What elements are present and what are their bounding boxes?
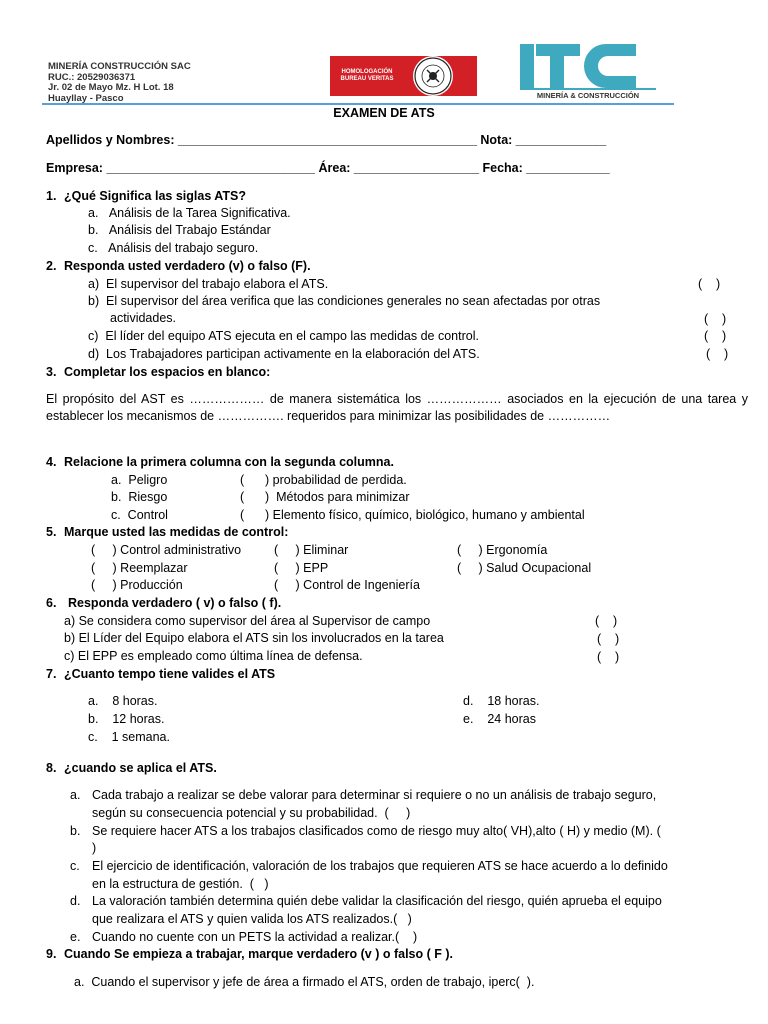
q8-item-a-cont[interactable]: según su consecuencia potencial y su probabilidad. ( ) [92,806,411,820]
q6-item-a: a) Se considera como supervisor del área al Supervisor de campo [64,614,431,628]
q8-item-b: Se requiere hacer ATS a los trabajos clasificados como de riesgo muy alto( VH),alto ( H) y medio (M). ( [92,824,661,838]
q4-right-1[interactable]: ( ) probabilidad de perdida. [240,473,407,487]
company-name: MINERÍA CONSTRUCCIÓN SAC [48,61,191,72]
q5-option-control-administrativo[interactable]: ( ) Control administrativo [91,543,242,557]
q6-item-c: c) El EPP es empleado como última línea de defensa. [64,649,363,663]
q8-number: 8. [46,761,57,775]
itc-logo [518,40,658,104]
q1-number: 1. [46,189,57,203]
header-rule [42,103,674,105]
q2-answer-d[interactable]: ( ) [706,347,729,361]
q2-item-d: d) Los Trabajadores participan activamente en la elaboración del ATS. [88,347,480,361]
q4-left-c: c. Control [111,508,168,522]
itc-caption: MINERÍA & CONSTRUCCIÓN [536,91,640,100]
q7-option-a[interactable]: a. 8 horas. [88,694,158,708]
q3-question: Completar los espacios en blanco: [64,365,271,379]
q6-answer-a[interactable]: ( ) [595,614,618,628]
q2-item-b: b) El supervisor del área verifica que las condiciones generales no sean afectadas por otras [88,294,601,308]
q7-option-d[interactable]: d. 18 horas. [463,694,540,708]
q7-option-c[interactable]: c. 1 semana. [88,730,170,744]
q8-label-d: d. [70,894,81,908]
q6-answer-c[interactable]: ( ) [597,650,620,664]
q6-answer-b[interactable]: ( ) [597,632,620,646]
page-title: EXAMEN DE ATS [333,106,435,120]
q5-option-control-ingenieria[interactable]: ( ) Control de Ingeniería [274,578,420,592]
q7-number: 7. [46,667,57,681]
q7-question: ¿Cuanto tempo tiene valides el ATS [64,667,276,681]
company-field[interactable]: Empresa: ______________________________ Área: __________________ Fecha: ____________ [46,161,610,175]
q5-option-eliminar[interactable]: ( ) Eliminar [274,543,349,557]
q8-item-c-cont[interactable]: en la estructura de gestión. ( ) [92,877,269,891]
q5-option-epp[interactable]: ( ) EPP [274,561,329,575]
q3-number: 3. [46,365,57,379]
q2-number: 2. [46,259,57,273]
q8-item-b-cont[interactable]: ) [92,841,97,855]
q4-right-2[interactable]: ( ) Métodos para minimizar [240,490,410,504]
q5-option-reemplazar[interactable]: ( ) Reemplazar [91,561,188,575]
bv-logo-text: HOMOLOGACIÓN BUREAU VERITAS [340,69,394,82]
q4-right-3[interactable]: ( ) Elemento físico, químico, biológico, humano y ambiental [240,508,585,522]
name-field[interactable]: Apellidos y Nombres: ___________________________________________ Nota: _____________ [46,133,607,147]
q9-item-a[interactable]: a. Cuando el supervisor y jefe de área a firmado el ATS, orden de trabajo, iperc( ). [74,975,535,989]
q4-question: Relacione la primera columna con la segunda columna. [64,455,394,469]
bv-seal-icon [413,56,453,96]
q7-option-b[interactable]: b. 12 horas. [88,712,165,726]
q9-number: 9. [46,947,57,961]
q8-label-e: e. [70,930,81,944]
q6-item-b: b) El Líder del Equipo elabora el ATS sin los involucrados en la tarea [64,631,444,645]
company-ruc: RUC.: 20529036371 [48,71,136,83]
q8-item-c: El ejercicio de identificación, valoración de los trabajos que requieren ATS se hace acuerdo a lo definido [92,859,668,873]
q1-option-a[interactable]: a. Análisis de la Tarea Significativa. [88,206,291,220]
q1-option-c[interactable]: c. Análisis del trabajo seguro. [88,241,259,255]
q4-number: 4. [46,455,57,469]
q5-option-ergonomia[interactable]: ( ) Ergonomía [457,543,548,557]
q4-left-b: b. Riesgo [111,490,168,504]
q3-paragraph[interactable]: El propósito del AST es ……………… de manera sistemática los ……………… asociados en la ejecución de una tarea y establecer los mecanismos de ……………. requeridos para minimizar las posibilidades de …………… [46,392,748,423]
q8-item-a: Cada trabajo a realizar se debe valorar para determinar si requiere o no un análisis de trabajo seguro, [92,788,657,802]
q2-answer-b[interactable]: ( ) [704,312,727,326]
q9-question: Cuando Se empieza a trabajar, marque verdadero (v ) o falso ( F ). [64,947,453,961]
q5-number: 5. [46,525,57,539]
q2-answer-c[interactable]: ( ) [704,329,727,343]
q8-question: ¿cuando se aplica el ATS. [64,761,217,775]
q5-option-produccion[interactable]: ( ) Producción [91,578,183,592]
q2-item-c: c) El líder del equipo ATS ejecuta en el campo las medidas de control. [88,329,479,343]
q2-item-a: a) El supervisor del trabajo elabora el ATS. [88,277,329,291]
q5-option-salud-ocupacional[interactable]: ( ) Salud Ocupacional [457,561,592,575]
q8-item-e[interactable]: Cuando no cuente con un PETS la actividad a realizar.( ) [92,930,418,944]
q8-label-a: a. [70,788,81,802]
q2-item-b-cont: actividades. [110,311,177,325]
q4-left-a: a. Peligro [111,473,168,487]
bureau-veritas-logo [330,56,477,96]
q8-item-d: La valoración también determina quién debe validar la clasificación del riesgo, quién aprueba el equipo [92,894,662,908]
q6-number: 6. [46,596,57,610]
q8-label-c: c. [70,859,80,873]
company-city: Huayllay - Pasco [48,92,124,104]
q8-label-b: b. [70,824,81,838]
q2-question: Responda usted verdadero (v) o falso (F). [64,259,311,273]
company-address: Jr. 02 de Mayo Mz. H Lot. 18 [48,82,174,93]
q7-option-e[interactable]: e. 24 horas [463,712,536,726]
q6-question: Responda verdadero ( v) o falso ( f). [68,596,282,610]
q1-question: ¿Qué Significa las siglas ATS? [64,189,246,203]
q2-answer-a[interactable]: ( ) [698,277,721,291]
q5-question: Marque usted las medidas de control: [64,525,289,539]
q8-item-d-cont[interactable]: que realizara el ATS y quien valida los ATS realizados.( ) [92,912,412,926]
company-info [48,62,191,104]
q1-option-b[interactable]: b. Análisis del Trabajo Estándar [88,223,271,237]
